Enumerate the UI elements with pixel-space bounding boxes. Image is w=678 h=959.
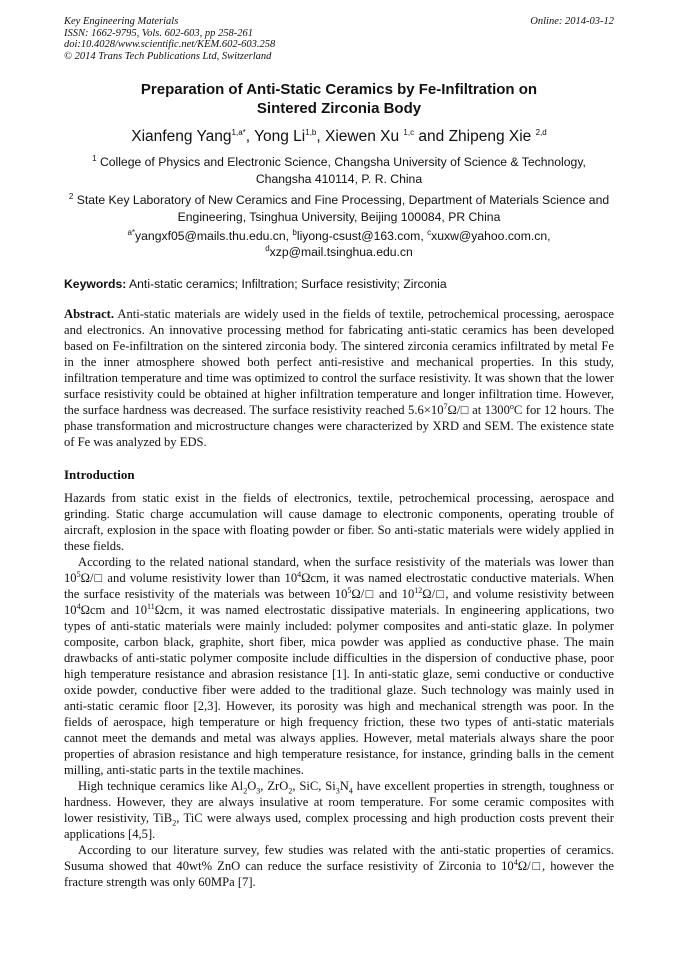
text: O — [247, 779, 257, 793]
email-mark: b — [292, 227, 297, 237]
subscript: 2 — [243, 786, 248, 796]
text: , TiC were always used, complex processing and high production costs prevent their applications [4,5]. — [64, 811, 614, 841]
email-mark: a* — [127, 227, 136, 237]
exponent: 7 — [443, 401, 448, 411]
copyright-line: © 2014 Trans Tech Publications Ltd, Switzerland — [64, 50, 272, 62]
affiliation-2 — [64, 192, 614, 225]
introduction-body — [64, 490, 614, 890]
exponent: 11 — [147, 601, 155, 611]
text: Ω/□, however the fracture strength was only 60MPa [7]. — [64, 859, 614, 889]
affiliation-number: 1 — [92, 153, 97, 163]
exponent: 4 — [513, 857, 518, 867]
affiliation-line: Changsha 410114, P. R. China — [255, 171, 423, 186]
title-line-1: Preparation of Anti-Static Ceramics by Fe-Infiltration on — [140, 81, 538, 98]
author-affil-mark: 1,c — [403, 127, 415, 137]
affiliation-line: College of Physics and Electronic Science, Changsha University of Science & Technology, — [99, 155, 586, 169]
paragraph — [64, 778, 614, 842]
affiliation-line: Engineering, Tsinghua University, Beijing 100084, PR China — [177, 209, 501, 224]
online-date: Online: 2014-03-12 — [530, 16, 614, 27]
paper-title — [64, 80, 614, 118]
author-separator: , — [316, 128, 325, 145]
author-name: Xiewen Xu — [325, 128, 400, 145]
paragraph: Hazards from static exist in the fields of electronics, textile, petrochemical processing, aerospace and grinding. Static charge accumulation will cause damage to electronic components, operating trouble of aircraft, explosion in the space with floating powder or fiber. So anti-static materials were widely applied in these fields. — [64, 491, 614, 553]
keywords — [64, 277, 614, 291]
email-mark: d — [265, 243, 270, 253]
email-link[interactable]: xuxw@yahoo.com.cn, — [431, 229, 551, 243]
issn-line: ISSN: 1662-9795, Vols. 602-603, pp 258-261 — [64, 27, 253, 39]
author-name: Zhipeng Xie — [448, 128, 532, 145]
email-mark: c — [427, 227, 432, 237]
exponent: 5 — [76, 569, 81, 579]
paragraph — [64, 554, 614, 778]
exponent: 5 — [347, 585, 352, 595]
keywords-label: Keywords: — [64, 277, 127, 291]
author-name: Yong Li — [254, 128, 306, 145]
text: According to the related national standard, when the surface resistivity of the materials was lower than 10 — [64, 555, 614, 585]
abstract-text: C for 12 hours. The phase transformation and microstructure changes were characterized by XRD and SEM. The existence state of Fe was analyzed by EDS. — [64, 403, 614, 449]
affiliation-line: State Key Laboratory of New Ceramics and Fine Processing, Department of Materials Science and — [76, 193, 610, 207]
text: N — [339, 779, 349, 793]
title-line-2: Sintered Zirconia Body — [256, 100, 422, 117]
text: Ω/□ and 10 — [351, 587, 415, 601]
author-and: and — [414, 128, 449, 145]
abstract-text: Ω/□ at 1300 — [447, 403, 510, 417]
text: Ω/□ and volume resistivity lower than 10 — [80, 571, 298, 585]
text: High technique ceramics like Al — [78, 779, 244, 793]
paragraph — [64, 842, 614, 890]
section-heading-introduction: Introduction — [64, 467, 135, 482]
author-affil-mark: 1,b — [305, 127, 317, 137]
text: , ZrO — [260, 779, 289, 793]
subscript: 3 — [335, 786, 340, 796]
text: Ωcm, it was named electrostatic conductive materials. When the surface resistivity of the materials was between 10 — [64, 571, 614, 601]
abstract-label: Abstract. — [64, 307, 115, 321]
email-link[interactable]: yangxf05@mails.thu.edu.cn, — [135, 229, 293, 243]
exponent: 12 — [414, 585, 423, 595]
email-link[interactable]: liyong-csust@163.com, — [296, 229, 428, 243]
subscript: 2 — [288, 786, 293, 796]
email-link[interactable]: xzp@mail.tsinghua.edu.cn — [269, 245, 413, 259]
affiliation-1 — [64, 154, 614, 187]
journal-name: Key Engineering Materials — [64, 16, 179, 27]
email-list — [64, 228, 614, 260]
exponent: 4 — [76, 601, 81, 611]
subscript: 4 — [348, 786, 353, 796]
text: Ωcm, it was named electrostatic dissipative materials. In engineering applications, two types of anti-static materials were mainly included: polymer composites and anti-static glaze. In polymer composite, carbon black, graphite, short fiber, mica powder was applied as conductive phase. The main drawbacks of anti-static polymer composite include difficulties in the dispersion of conductive phase, poor high temperature resistance and abrasion resistance [1]. In anti-static glaze, semi conductive or conductive oxide powder, conductive fiber were added to the traditional glaze. Such technology was mainly used in anti-static ceramic floor [2,3]. However, its porosity was high and mechanical strength was poor. In the fields of aerospace, high temperature or high frequency friction, these two types of anti-static materials cannot meet the demands and metal was always applies. However, metal materials always share the poor properties of abrasion resistance and high temperature resistance, for instance, grinding balls in the cement milling, anti-static parts in the textile machines. — [64, 603, 614, 777]
author-affil-mark: 1,a* — [231, 127, 246, 137]
text: , SiC, Si — [292, 779, 336, 793]
abstract — [64, 306, 614, 450]
exponent: 4 — [297, 569, 302, 579]
text: According to our literature survey, few studies was related with the anti-static properties of ceramics. Susuma showed that 40wt% ZnO can reduce the surface resistivity of Zirconia to 10 — [64, 843, 614, 873]
author-name: Xianfeng Yang — [131, 128, 232, 145]
abstract-text: Anti-static materials are widely used in the fields of textile, petrochemical processing, aerospace and electronics. An innovative processing method for fabricating anti-static ceramics has been developed based on Fe-infiltration on the sintered zirconia body. The sintered zirconia ceramics infiltrated by metal Fe in the inner atmosphere showed both perfect anti-resistive and mechanical properties. In this study, infiltration temperature and time was optimized to control the surface resistivity. It was shown that the lower surface resistivity could be obtained at higher infiltration temperature and longer infiltration time. However, the surface hardness was decreased. The surface resistivity reached 5.6×10 — [64, 307, 614, 417]
keywords-text: Anti-static ceramics; Infiltration; Surface resistivity; Zirconia — [126, 277, 447, 291]
subscript: 2 — [172, 818, 177, 828]
text: Ωcm and 10 — [80, 603, 147, 617]
affiliation-number: 2 — [68, 191, 74, 201]
journal-header — [64, 16, 275, 62]
degree-mark: o — [509, 401, 514, 411]
doi-line: doi:10.4028/www.scientific.net/KEM.602-603.258 — [64, 39, 276, 50]
text: have excellent properties in strength, toughness or hardness. However, they are always insulative at room temperature. For some ceramic composites with lower resistivity, TiB — [64, 779, 614, 825]
author-affil-mark: 2,d — [535, 127, 547, 137]
text: Ω/□, and volume resistivity between 10 — [64, 587, 615, 617]
author-separator: , — [245, 128, 255, 145]
subscript: 3 — [256, 786, 261, 796]
author-list — [64, 128, 614, 146]
